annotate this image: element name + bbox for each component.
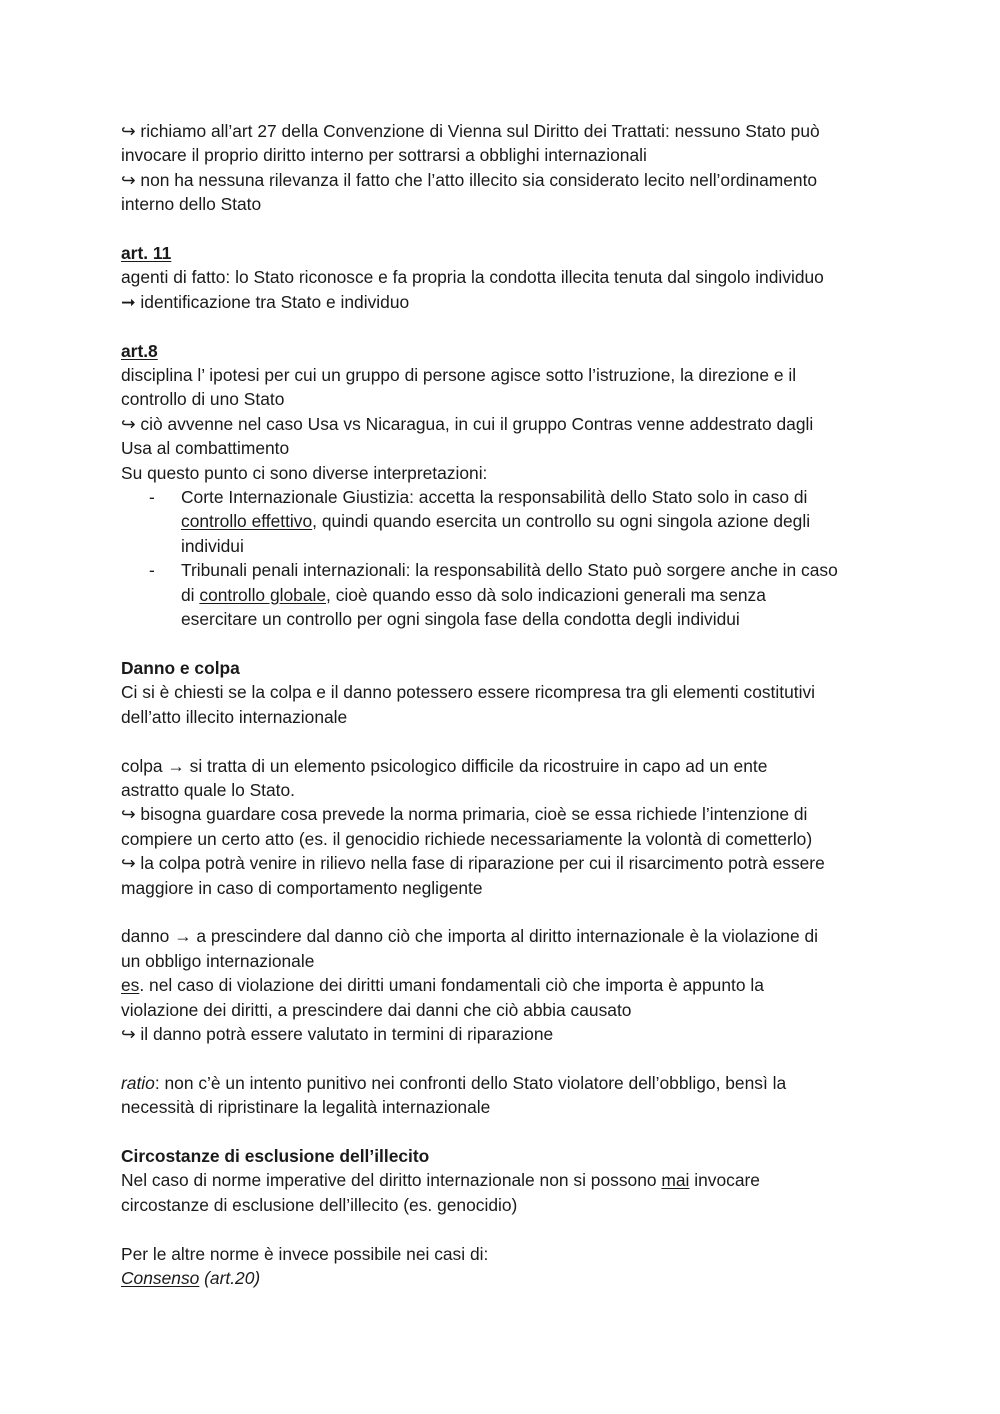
text-line: interno dello Stato: [121, 194, 262, 215]
text-line: [181, 509, 891, 533]
text-line: controllo di uno Stato: [121, 389, 285, 410]
text-line: [121, 1071, 891, 1095]
text-line: Per le altre norme è invece possibile nei casi di:: [121, 1243, 489, 1264]
text-line: ↪ richiamo all’art 27 della Convenzione di Vienna sul Diritto dei Trattati: nessuno Stato può: [121, 121, 820, 141]
text-line: [181, 583, 891, 607]
underlined-term: mai: [661, 1170, 690, 1191]
blank-line: [121, 900, 891, 924]
text-line: Ci si è chiesti se la colpa e il danno potessero essere ricompresa tra gli elementi costitutivi: [121, 682, 816, 703]
underlined-term: Consenso: [121, 1267, 200, 1288]
text-line: Tribunali penali internazionali: la responsabilità dello Stato può sorgere anche in caso: [181, 560, 838, 581]
underlined-term: controllo effettivo: [181, 511, 313, 532]
dash-bullet: -: [149, 560, 155, 581]
text-line: Usa al combattimento: [121, 438, 290, 459]
text-line: ↪ ciò avvenne nel caso Usa vs Nicaragua, in cui il gruppo Contras venne addestrato dagli: [121, 413, 814, 434]
blank-line: [121, 217, 891, 241]
text-line: danno → a prescindere dal danno ciò che importa al diritto internazionale è la violazione di: [121, 926, 819, 947]
text-line: circostanze di esclusione dell’illecito (es. genocidio): [121, 1194, 518, 1215]
blank-line: [121, 729, 891, 753]
blank-line: [121, 632, 891, 656]
text-line: dell’atto illecito internazionale: [121, 706, 348, 727]
text-span: , quindi quando esercita un controllo su ogni singola azione degli: [312, 511, 811, 532]
text-line: Corte Internazionale Giustizia: accetta la responsabilità dello Stato solo in caso di: [181, 487, 808, 508]
heading-art-11: art. 11: [121, 243, 172, 264]
text-span: invocare: [689, 1170, 760, 1191]
list-item: [121, 558, 891, 631]
text-line: [121, 1266, 891, 1290]
underlined-term: es: [121, 975, 140, 996]
text-line: un obbligo internazionale: [121, 950, 315, 971]
text-line: [121, 1168, 891, 1192]
text-span: , cioè quando esso dà solo indicazioni generali ma senza: [326, 584, 766, 605]
blank-line: [121, 314, 891, 338]
text-line: violazione dei diritti, a prescindere dai danni che ciò abbia causato: [121, 999, 632, 1020]
dash-bullet: -: [149, 487, 155, 508]
blank-line: [121, 1120, 891, 1144]
text-line: individui: [181, 535, 244, 556]
text-line: ↪ il danno potrà essere valutato in termini di riparazione: [121, 1023, 554, 1044]
text-line: ↪ bisogna guardare cosa prevede la norma primaria, cioè se essa richiede l’intenzione di: [121, 804, 808, 825]
italic-term: ratio: [121, 1072, 155, 1093]
text-line: agenti di fatto: lo Stato riconosce e fa propria la condotta illecita tenuta dal singolo individuo: [121, 267, 824, 288]
text-line: compiere un certo atto (es. il genocidio richiede necessariamente la volontà di cometterlo): [121, 828, 813, 849]
list-item: [121, 485, 891, 558]
document-body: [121, 119, 891, 1290]
text-line: necessità di ripristinare la legalità internazionale: [121, 1097, 491, 1118]
text-line: maggiore in caso di comportamento negligente: [121, 877, 483, 898]
text-span: (art.20): [199, 1267, 261, 1288]
text-span: . nel caso di violazione dei diritti umani fondamentali ciò che importa è appunto la: [139, 975, 764, 996]
heading-art-8: art.8: [121, 340, 158, 361]
text-line: ↪ non ha nessuna rilevanza il fatto che l’atto illecito sia considerato lecito nell’ordinamento: [121, 169, 818, 190]
heading-danno-colpa: Danno e colpa: [121, 657, 240, 678]
text-line: colpa → si tratta di un elemento psicologico difficile da ricostruire in capo ad un ente: [121, 755, 768, 776]
text-line: invocare il proprio diritto interno per sottrarsi a obblighi internazionali: [121, 145, 647, 166]
text-line: [121, 973, 891, 997]
text-span: Nel caso di norme imperative del diritto internazionale non si possono: [121, 1170, 662, 1191]
text-span: di: [181, 584, 200, 605]
text-line: esercitare un controllo per ogni singola fase della condotta degli individui: [181, 609, 740, 630]
text-line: disciplina l’ ipotesi per cui un gruppo di persone agisce sotto l’istruzione, la direzione e il: [121, 365, 797, 386]
text-line: astratto quale lo Stato.: [121, 779, 296, 800]
text-line: ↪ la colpa potrà venire in rilievo nella fase di riparazione per cui il risarcimento potrà essere: [121, 853, 825, 874]
heading-circostanze: Circostanze di esclusione dell’illecito: [121, 1145, 430, 1166]
text-line: Su questo punto ci sono diverse interpretazioni:: [121, 462, 488, 483]
blank-line: [121, 1046, 891, 1070]
text-span: : non c’è un intento punitivo nei confronti dello Stato violatore dell’obbligo, bensì la: [154, 1072, 787, 1093]
underlined-term: controllo globale: [199, 584, 327, 605]
blank-line: [121, 1217, 891, 1241]
text-line: ➞ identificazione tra Stato e individuo: [121, 291, 410, 312]
